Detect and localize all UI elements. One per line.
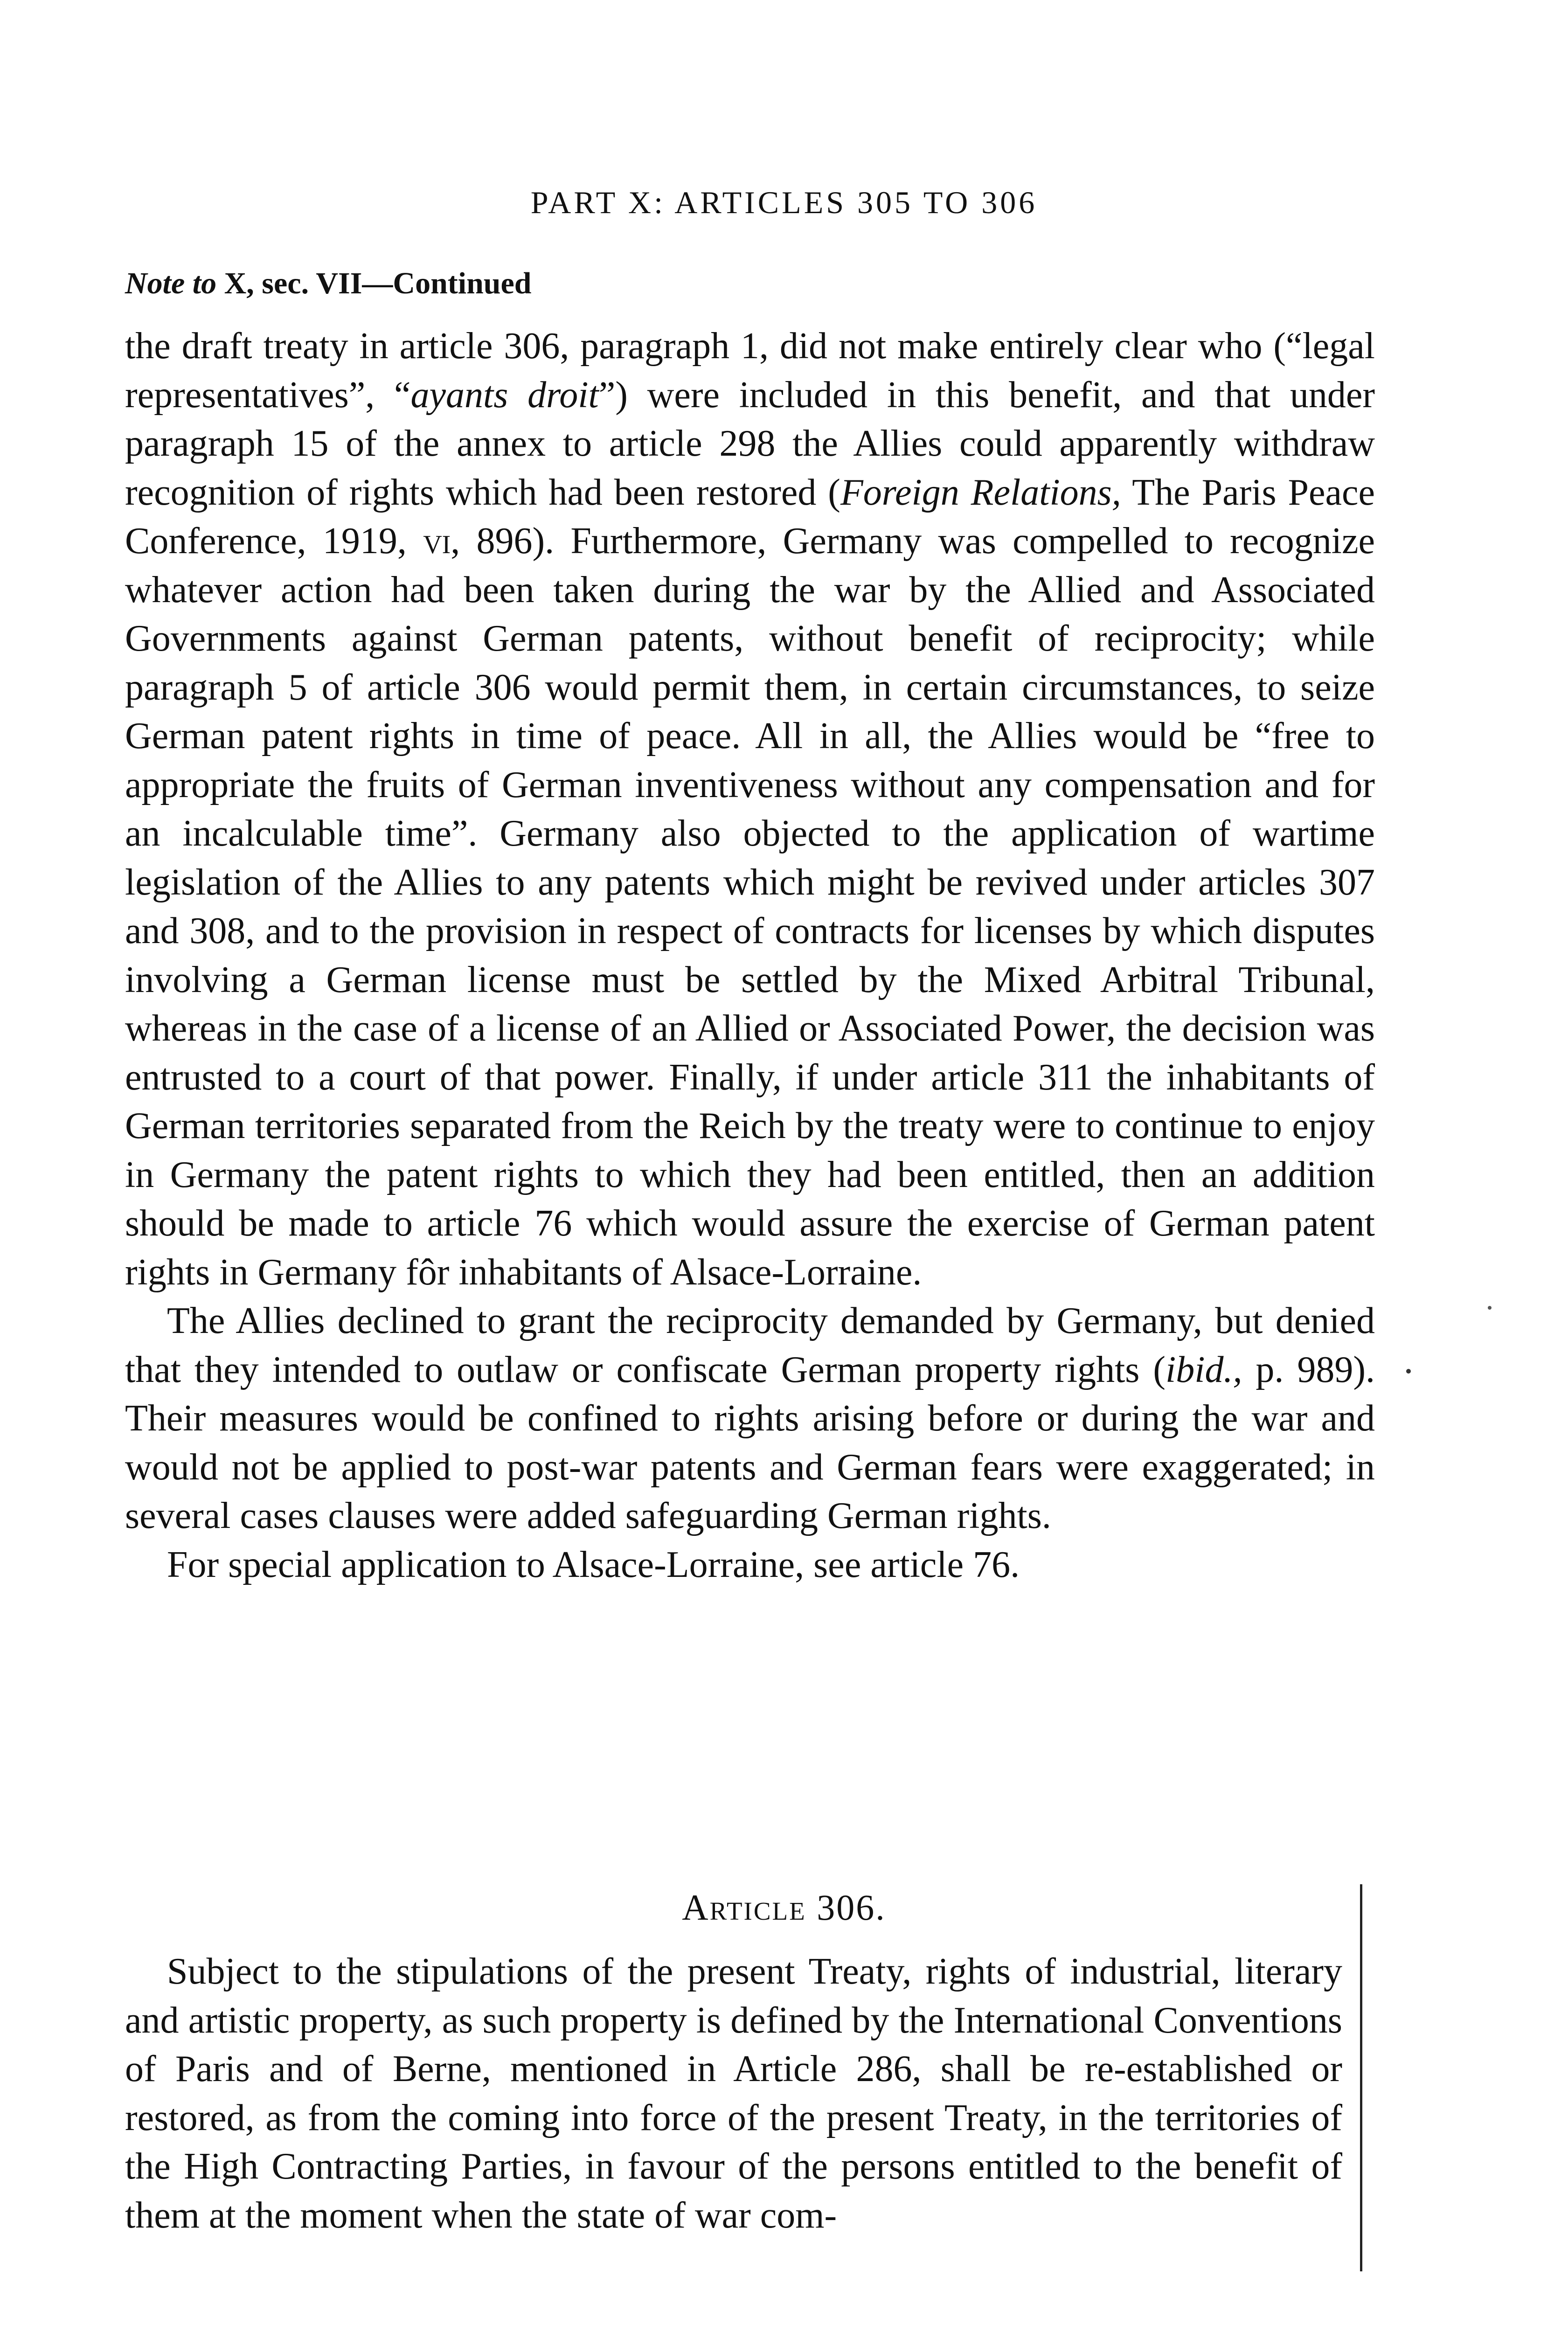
note-p1-citation-title: Foreign Relations, [840,472,1121,513]
margin-rule [1360,1884,1362,2271]
note-p1-text-4: , 896). Furthermore, Germany was compelled to recognize whatever action had been taken during the war by the Allied and Associated Governments against German patents, without benefit of reciprocity; while paragraph 5 of article 306 would permit them, in certain circumstances, to seize German patent rights in time of peace. All in all, the Allies would be “free to appropriate the fruits of German inventiveness without any compensation and for an incalculable time”. Germany also objected to the application of wartime legislation of the Allies to any patents which might be revived under articles 307 and 308, and to the provision in respect of contracts for licenses by which disputes involving a German license must be settled by the Mixed Arbitral Tribunal, whereas in the case of a license of an Allied or Associated Power, the decision was entrusted to a court of that power. Finally, if under article 311 the inhabitants of German territories separated from the Reich by the treaty were to continue to enjoy in Germany the patent rights to which they had been entitled, then an addition should be made to article 76 which would assure the exercise of German patent rights in Germany fôr inhabitants of Alsace-Lorraine. [125,521,1375,1293]
article-heading [0,1887,1568,1929]
note-paragraph-1 [125,322,1375,1297]
running-head: PART X: ARTICLES 305 TO 306 [530,185,1038,220]
note-p1-text-1: the draft treaty in article 306, paragraph 1, did not make entirely clear who (“legal representatives”, “ [125,326,1375,416]
note-body [125,322,1375,1589]
article-paragraph: Subject to the stipulations of the present Treaty, rights of industrial, literary and artistic property, as such property is defined by the International Conventions of Paris and of Berne, mentioned in Article 286, shall be re-established or restored, as from the coming into force of the present Treaty, in the territories of the High Contracting Parties, in favour of the persons entitled to the benefit of them at the moment when the state of war com- [125,1951,1342,2236]
note-p1-volume: vi [423,521,451,562]
note-p1-text-2: ”) were included in this benefit, and that under paragraph 15 of the annex to article 298 the Allies could apparently withdraw recognition of rights which had been restored ( [125,374,1375,513]
note-p1-text-3: The Paris Peace Conference, 1919, [125,472,1375,562]
note-p1-italic-term: ayants droit [410,374,599,416]
note-p2-ibid: ibid., [1166,1349,1242,1390]
section-label [125,266,532,301]
note-p2-text-1: The Allies declined to grant the reciprocity demanded by Germany, but denied that they intended to outlaw or confiscate German property rights ( [125,1300,1375,1390]
note-paragraph-2 [125,1297,1375,1541]
section-label-prefix: Note to [125,266,217,300]
article-heading-word: Article [682,1887,806,1928]
article-heading-number: 306. [817,1887,886,1928]
note-paragraph-3: For special application to Alsace-Lorraine, see article 76. [167,1544,1020,1585]
scan-speck [1406,1369,1411,1374]
note-p2-text-2: p. 989). Their measures would be confined to rights arising before or during the war and would not be applied to post-war patents and German fears were exaggerated; in several cases clauses were added safeguarding German rights. [125,1349,1375,1536]
scan-speck [1488,1306,1492,1310]
article-body [125,1947,1342,2240]
section-label-rest: X, sec. VII—Continued [224,266,532,300]
